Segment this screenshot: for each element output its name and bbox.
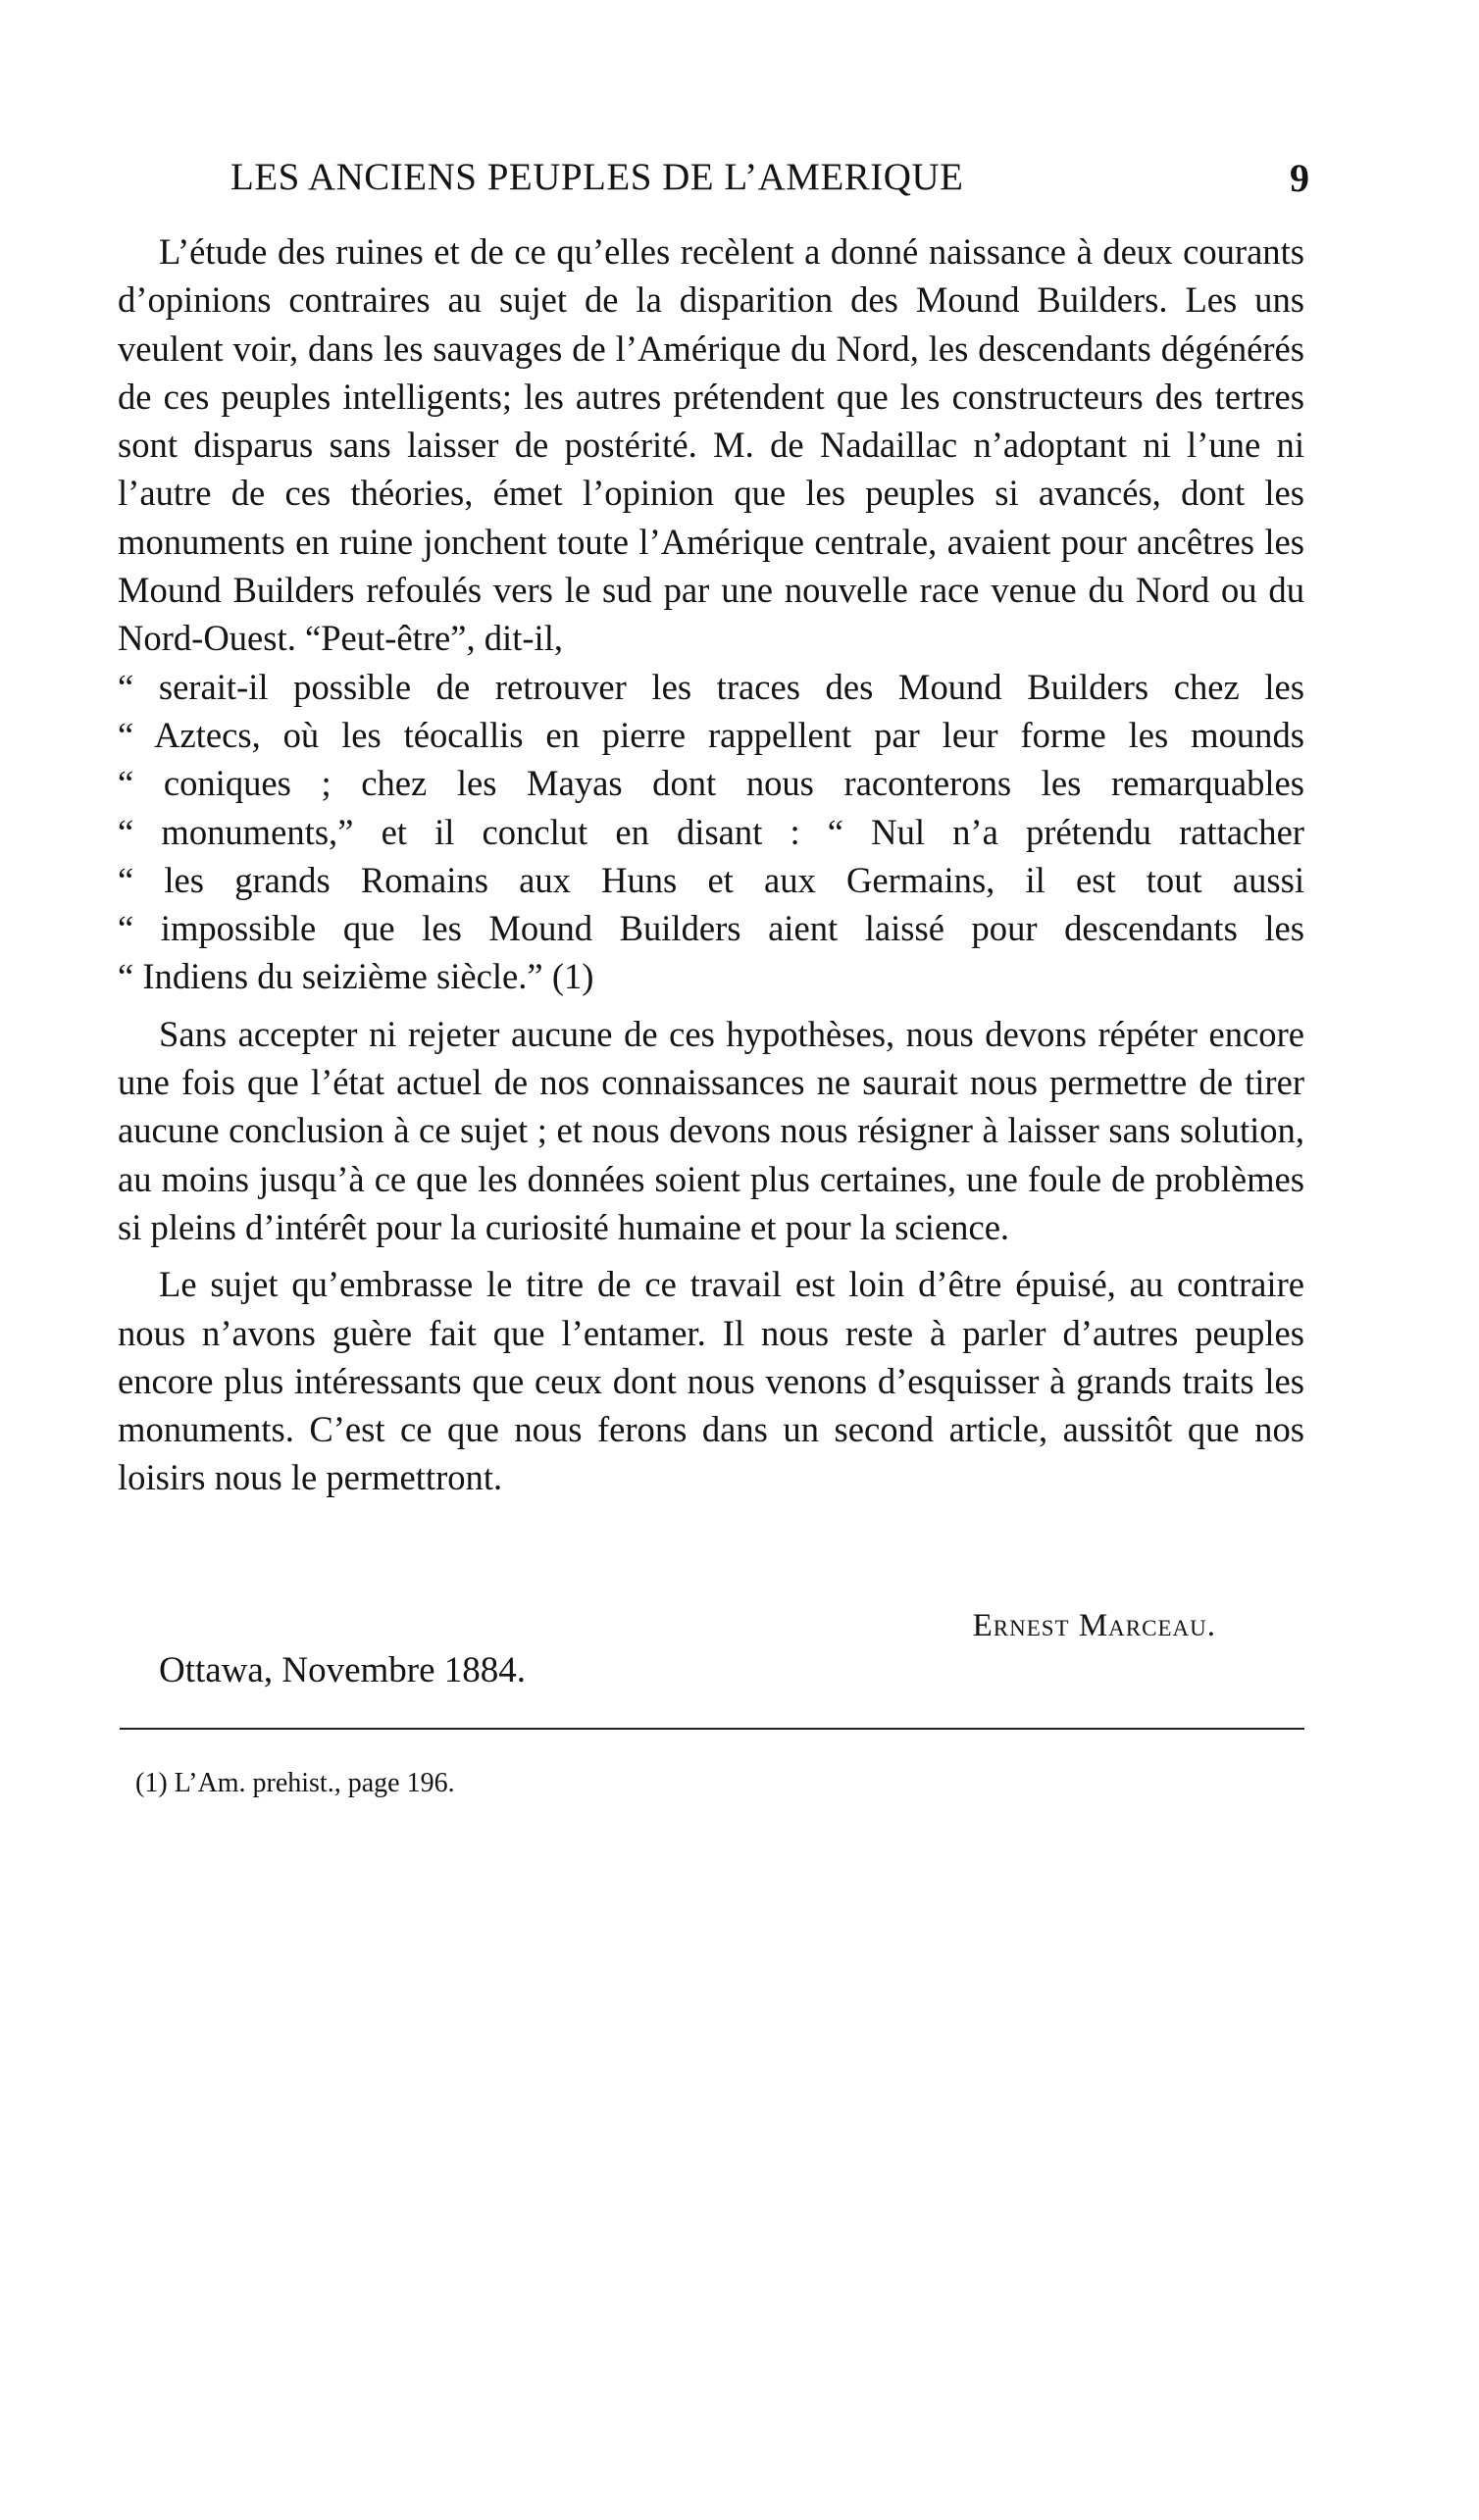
page-number: 9 [1290, 156, 1309, 200]
footnote: (1) L’Am. prehist., page 196. [135, 1768, 455, 1798]
body-text [118, 227, 1304, 1511]
author-signature: Ernest Marceau. [972, 1608, 1216, 1643]
running-title: LES ANCIENS PEUPLES DE L’AMERIQUE [230, 156, 964, 198]
quote-line: “ Aztecs, où les téocallis en pierre rappellent par leur forme les mounds [118, 714, 1304, 755]
quote-line: “ les grands Romains aux Huns et aux Germains, il est tout aussi [118, 859, 1304, 900]
quote-line: “ serait-il possible de retrouver les traces des Mound Builders chez les [118, 666, 1304, 707]
paragraph-3: Le sujet qu’embrasse le titre de ce travail est loin d’être épuisé, au contraire nous n’avons guère fait que l’entamer. Il nous reste à parler d’autres peuples encore plus intéressants que ceux dont nous venons d’esquisser à grands traits les monuments. C’est ce que nous ferons dans un second article, aussitôt que nos loisirs nous le permettront. [118, 1264, 1304, 1498]
paragraph-2: Sans accepter ni rejeter aucune de ces hypothèses, nous devons répéter encore une fois que l’état actuel de nos connaissances ne saurait nous permettre de tirer aucune conclusion à ce sujet ; et nous devons nous résigner à laisser sans solution, au moins jusqu’à ce que les données soient plus certaines, une foule de problèmes si pleins d’intérêt pour la curiosité humaine et pour la science. [118, 1013, 1304, 1247]
dateline: Ottawa, Novembre 1884. [159, 1650, 527, 1690]
paragraph-1: L’étude des ruines et de ce qu’elles recèlent a donné naissance à deux courants d’opinions contraires au sujet de la disparition des Mound Builders. Les uns veulent voir, dans les sauvages de l’Amérique du Nord, les descendants dégénérés de ces peuples intelligents; les autres prétendent que les constructeurs des tertres sont disparus sans laisser de postérité. M. de Nadaillac n’adoptant ni l’une ni l’autre de ces théories, émet l’opinion que les peuples si avancés, dont les monuments en ruine jonchent toute l’Amérique centrale, avaient pour ancêtres les Mound Builders refoulés vers le sud par une nouvelle race venue du Nord ou du Nord-Ouest. “Peut-être”, dit-il, [118, 231, 1304, 659]
quote-line: “ coniques ; chez les Mayas dont nous raconterons les remarquables [118, 763, 1304, 804]
page-header [230, 155, 1309, 204]
quote-line: “ monuments,” et il conclut en disant : “ Nul n’a prétendu rattacher [118, 811, 1304, 852]
quote-line: “ impossible que les Mound Builders aient laissé pour descendants les [118, 908, 1304, 949]
quotation-block [118, 663, 1304, 1001]
footnote-divider [120, 1728, 1304, 1730]
quote-line: “ Indiens du seizième siècle.” (1) [118, 956, 594, 997]
